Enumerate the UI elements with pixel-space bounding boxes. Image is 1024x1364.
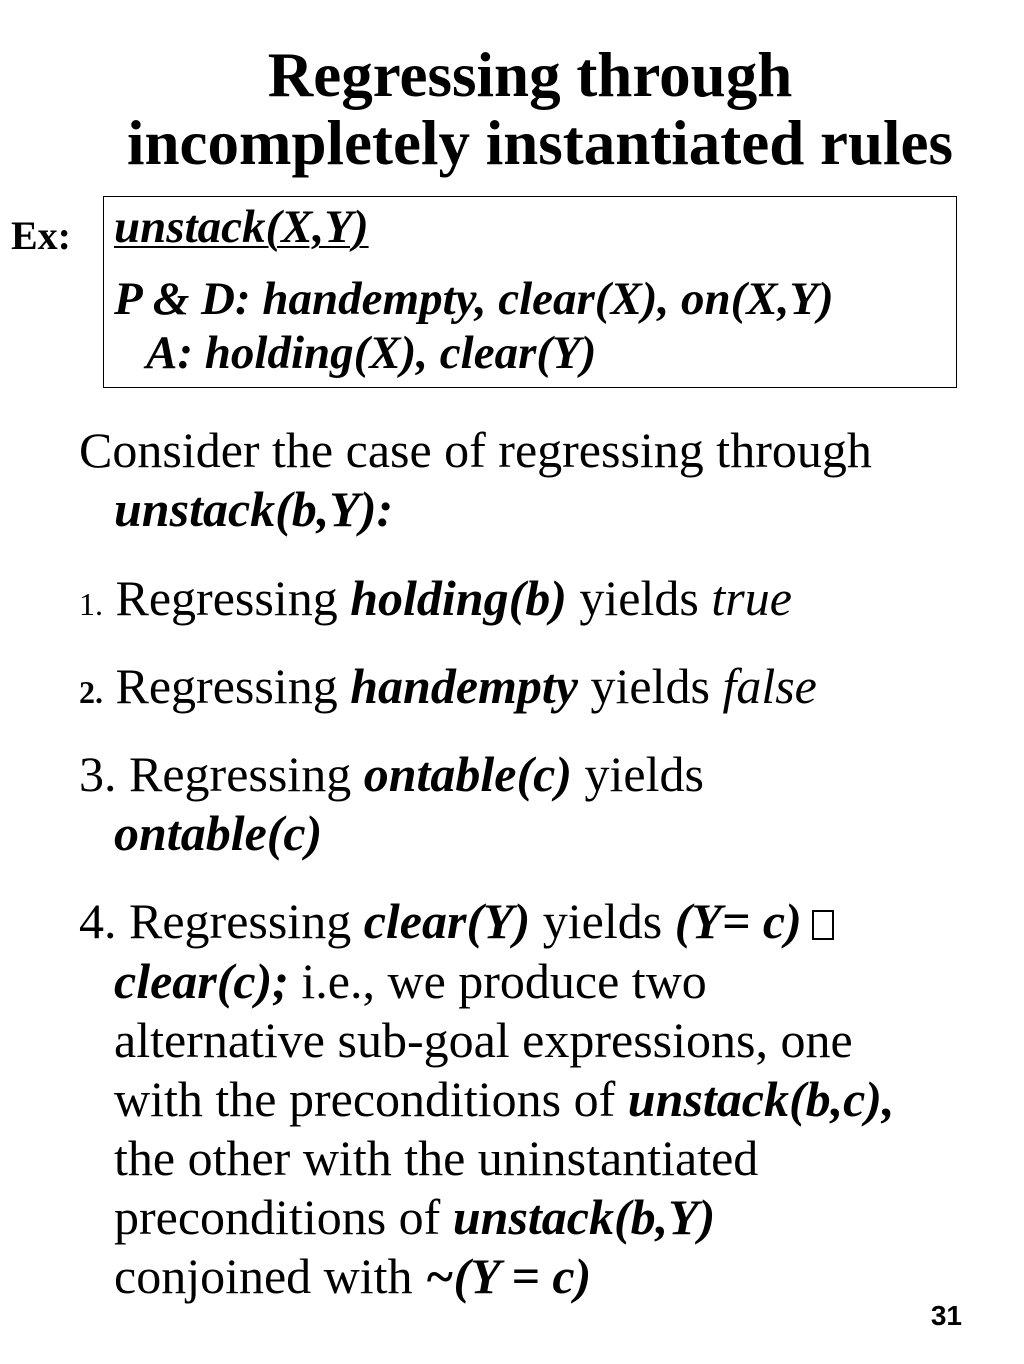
- item-number: 3.: [79, 746, 117, 802]
- item-result: clear(c);: [114, 953, 289, 1009]
- item-text: with the preconditions of: [114, 1071, 616, 1127]
- item-subject: ontable(c): [363, 746, 572, 802]
- rule-definition-box: [103, 196, 957, 388]
- page-number: 31: [930, 1300, 962, 1331]
- item-4-line-7: [114, 1247, 591, 1305]
- item-4-line-2: [114, 952, 707, 1010]
- item-word: Regressing: [115, 658, 338, 714]
- item-4-line-5: the other with the uninstantiated: [114, 1130, 759, 1186]
- item-term: unstack(b,c),: [627, 1071, 895, 1127]
- item-number: 1.: [79, 586, 103, 622]
- item-verb: yields: [584, 746, 704, 802]
- slide-title-line-1: Regressing through: [267, 40, 793, 110]
- item-text: i.e., we produce two: [301, 953, 707, 1009]
- item-verb: yields: [590, 658, 710, 714]
- item-word: Regressing: [129, 893, 352, 949]
- item-number: 4.: [79, 893, 117, 949]
- item-term: ~(Y = c): [425, 1248, 592, 1304]
- item-text: conjoined with: [114, 1248, 413, 1304]
- list-item-3: [79, 745, 704, 803]
- rule-preconditions-deletes: P & D: handempty, clear(X), on(X,Y): [114, 273, 834, 325]
- list-item-2: [79, 657, 817, 721]
- slide-title-line-2: incompletely instantiated rules: [127, 108, 953, 178]
- intro-text: Consider the case of regressing through: [79, 422, 872, 478]
- item-term: unstack(b,Y): [452, 1189, 716, 1245]
- rule-name: unstack(X,Y): [114, 201, 369, 253]
- item-word: Regressing: [115, 570, 338, 626]
- item-verb: yields: [542, 893, 663, 949]
- item-subject: holding(b): [350, 570, 567, 626]
- item-result: ontable(c): [114, 805, 323, 861]
- list-item-1: [79, 569, 792, 633]
- example-label: Ex:: [11, 213, 71, 258]
- rule-adds: A: holding(X), clear(Y): [146, 327, 597, 379]
- missing-symbol-icon: [812, 910, 834, 940]
- intro-term: unstack(b,Y):: [114, 481, 394, 537]
- item-verb: yields: [579, 570, 699, 626]
- item-result: true: [711, 570, 792, 626]
- item-4-line-6: [114, 1188, 715, 1246]
- item-4-line-3: alternative sub-goal expressions, one: [114, 1012, 853, 1068]
- list-item-4: [79, 892, 834, 950]
- item-condition: (Y= c): [674, 893, 802, 949]
- item-subject: handempty: [350, 658, 578, 714]
- item-result: false: [722, 658, 817, 714]
- item-number: 2.: [79, 674, 103, 710]
- item-word: Regressing: [129, 746, 352, 802]
- item-4-line-4: [114, 1070, 894, 1128]
- item-subject: clear(Y): [363, 893, 531, 949]
- item-text: preconditions of: [114, 1189, 441, 1245]
